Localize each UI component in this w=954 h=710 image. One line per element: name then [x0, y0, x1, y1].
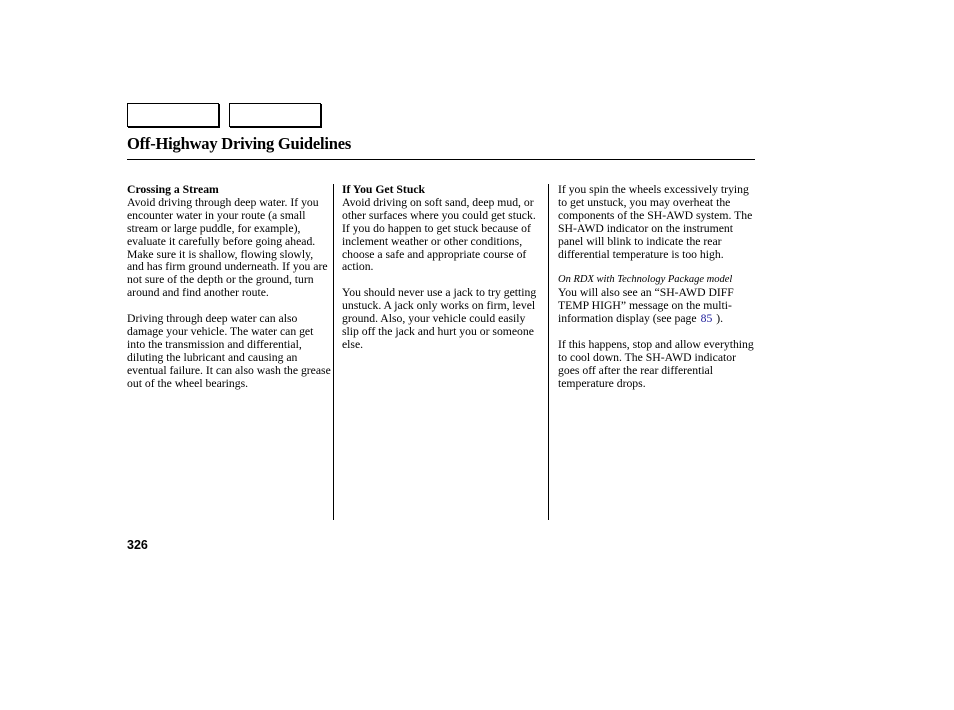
- title-divider: [127, 159, 755, 160]
- paragraph: Driving through deep water can also damage your vehicle. The water can get into the transmission and differential, diluting the lubricant and causing an eventual failure. It can also wash the grease out of the wheel bearings.: [127, 312, 331, 390]
- paragraph: If you spin the wheels excessively trying to get unstuck, you may overheat the components of the SH-AWD system. The SH-AWD indicator on the instrument panel will blink to indicate the rear differential temperature is too high.: [558, 183, 753, 261]
- paragraph: You should never use a jack to try getting unstuck. A jack only works on firm, level ground. Also, your vehicle could easily slip off the jack and hurt you or someone else.: [342, 286, 537, 351]
- model-note: On RDX with Technology Package model: [558, 274, 733, 286]
- page-title: Off-Highway Driving Guidelines: [127, 134, 352, 153]
- nav-button-2[interactable]: [229, 103, 321, 127]
- page-reference-link[interactable]: 85: [700, 312, 713, 326]
- column-divider: [333, 184, 334, 520]
- column-if-you-get-stuck: [342, 184, 544, 365]
- paragraph: If this happens, stop and allow everything to cool down. The SH-AWD indicator goes off after the rear differential temperature drops.: [558, 338, 754, 390]
- page-number: 326: [127, 538, 148, 552]
- paragraph-text: You will also see an “SH-AWD DIFF TEMP HIGH” message on the multi-information display (see page: [558, 286, 734, 326]
- section-heading-crossing-a-stream: Crossing a Stream: [127, 183, 219, 196]
- paragraph: Avoid driving on soft sand, deep mud, or other surfaces where you could get stuck. If you do happen to get stuck because of inclement weather or other conditions, choose a safe and appropriate course of action.: [342, 195, 536, 274]
- paragraph-text: ).: [716, 312, 724, 326]
- column-crossing-a-stream: [127, 184, 331, 404]
- nav-button-1[interactable]: [127, 103, 219, 127]
- paragraph: Avoid driving through deep water. If you encounter water in your route (a small stream or large puddle, for example), evaluate it carefully before going ahead. Make sure it is shallow, flowing slowly, and has firm ground underneath. If you are not sure of the depth or the ground, turn around and find another route.: [127, 195, 328, 300]
- column-sh-awd: [558, 184, 758, 404]
- section-heading-if-you-get-stuck: If You Get Stuck: [342, 183, 426, 196]
- column-divider: [548, 184, 549, 520]
- paragraph-with-page-reference: [558, 287, 758, 326]
